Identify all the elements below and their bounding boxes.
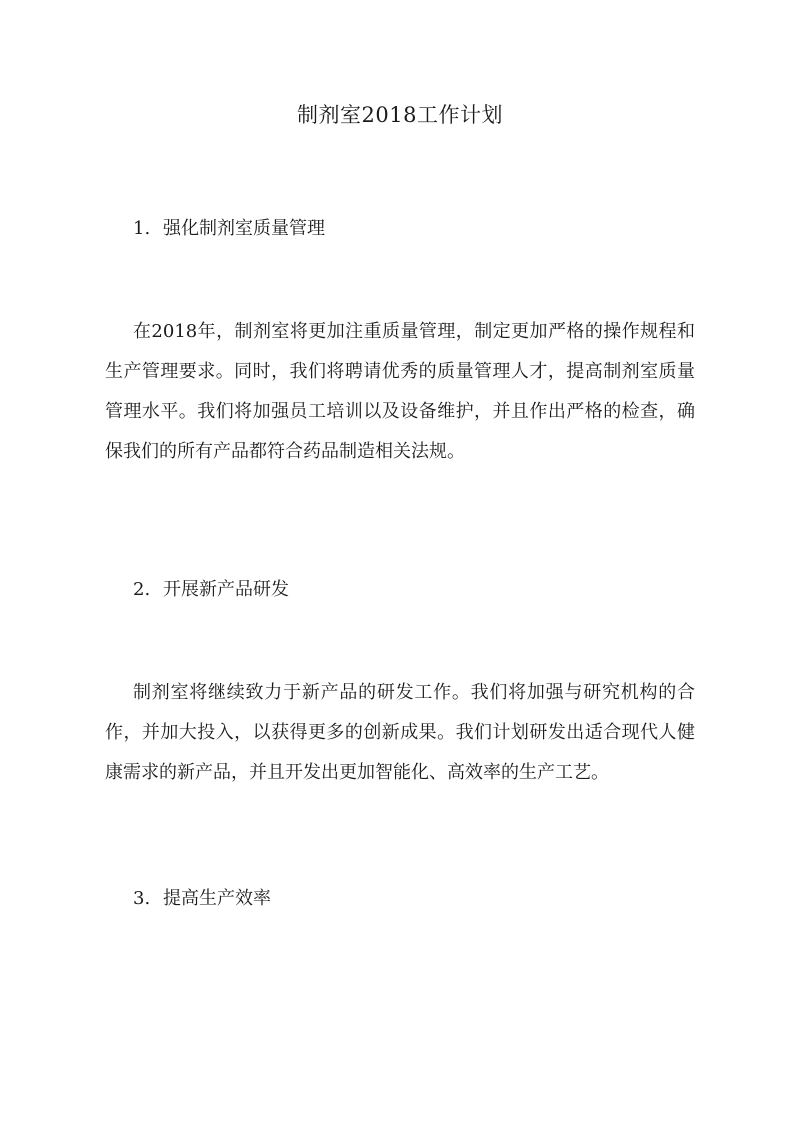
section-paragraph-new-product-rd: 制剂室将继续致力于新产品的研发工作。我们将加强与研究机构的合作，并加大投入，以获得更多的创新成果。我们计划研发出适合现代人健康需求的新产品，并且开发出更加智能化、高效率的生产工艺。	[105, 682, 695, 783]
section-heading-production-efficiency	[133, 884, 271, 914]
section-number: 2.	[133, 579, 151, 600]
section-heading-text: 提高生产效率	[163, 888, 271, 909]
section-heading-new-product-rd	[133, 575, 289, 605]
document-title: 制剂室2018工作计划	[297, 103, 503, 127]
section-heading-quality-management	[133, 214, 325, 244]
section-number: 1.	[133, 218, 151, 239]
section-heading-text: 开展新产品研发	[163, 579, 289, 600]
section-heading-text: 强化制剂室质量管理	[163, 218, 325, 239]
section-paragraph-quality-management: 在2018年，制剂室将更加注重质量管理，制定更加严格的操作规程和生产管理要求。同时，我们将聘请优秀的质量管理人才，提高制剂室质量管理水平。我们将加强员工培训以及设备维护，并且作出严格的检查，确保我们的所有产品都符合药品制造相关法规。	[105, 321, 695, 462]
section-number: 3.	[133, 888, 151, 909]
